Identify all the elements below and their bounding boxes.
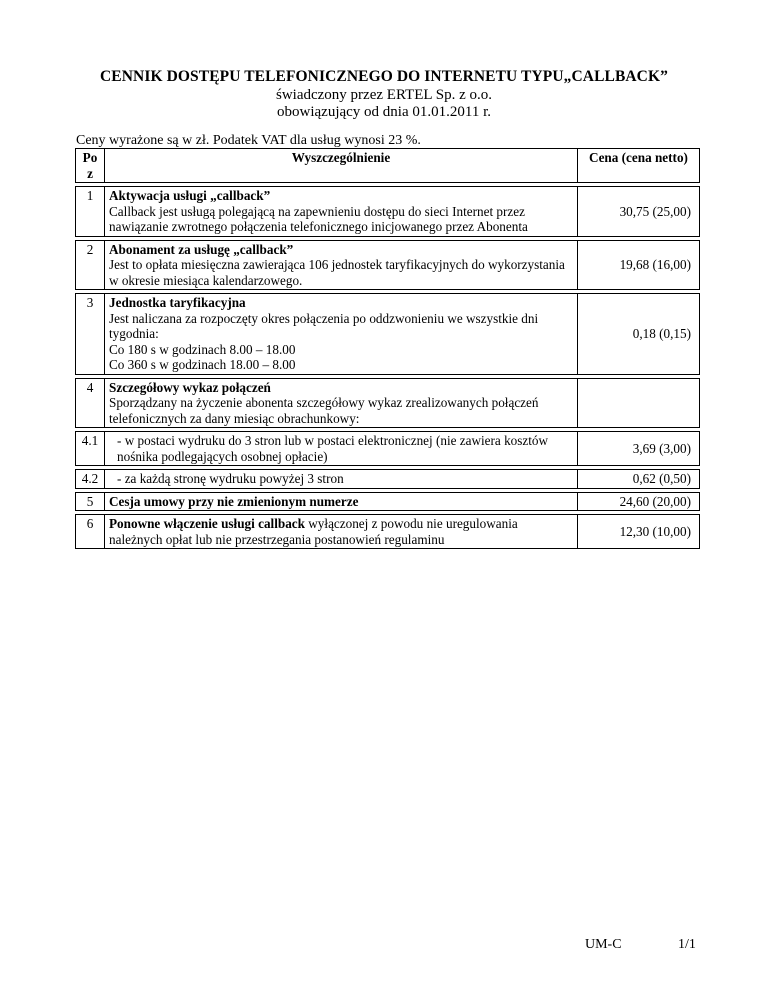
row-title: Cesja umowy przy nie zmienionym numerze [105,492,578,511]
header-lp-line2: z [87,165,93,181]
table-header-row [76,149,700,183]
table-row [76,515,700,549]
row-price: 24,60 (20,00) [578,492,700,511]
header-lp [76,149,105,183]
row-price: 19,68 (16,00) [578,240,700,290]
row-description: - w postaci wydruku do 3 stron lub w postaci elektronicznej (nie zawiera kosztów nośnika podlegających osobnej opłacie) [105,432,578,466]
table-row [76,187,700,237]
row-number: 2 [76,240,105,290]
row-number: 4 [76,378,105,428]
row-number: 4.1 [76,432,105,466]
row-description [105,240,578,290]
row-price [578,378,700,428]
row-text-line2: Co 180 s w godzinach 8.00 – 18.00 [109,341,296,357]
row-number: 5 [76,492,105,511]
row-text: Jest naliczana za rozpoczęty okres połączenia po oddzwonieniu we wszystkie dni tygodnia: [109,310,539,341]
table-row [76,294,700,375]
row-title: Aktywacja usługi „callback” [109,188,271,203]
row-text: Callback jest usługą polegającą na zapewnieniu dostępu do sieci Internet przez nawiązanie zwrotnego połączenia telefonicznego inicjowanego przez Abonenta [109,203,528,234]
row-title: Jednostka taryfikacyjna [109,295,246,310]
row-price: 3,69 (3,00) [578,432,700,466]
row-description [105,294,578,375]
vat-note: Ceny wyrażone są w zł. Podatek VAT dla usług wynosi 23 %. [76,133,421,148]
price-table [75,148,700,549]
table-row [76,432,700,466]
header-lp-line1: Po [82,150,98,165]
row-description [105,187,578,237]
row-text: Sporządzany na życzenie abonenta szczegółowy wykaz zrealizowanych połączeń telefonicznych za dany miesiąc obrachunkowy: [109,395,539,426]
row-price: 30,75 (25,00) [578,187,700,237]
row-description [105,515,578,549]
row-number: 3 [76,294,105,375]
table-row [76,492,700,511]
document-subtitle-provider: świadczony przez ERTEL Sp. z o.o. [276,87,492,103]
table-row [76,378,700,428]
table-row [76,470,700,489]
row-number: 4.2 [76,470,105,489]
row-number: 6 [76,515,105,549]
row-description [105,378,578,428]
row-title: Abonament za usługę „callback” [109,241,294,257]
header-price: Cena (cena netto) [578,149,700,183]
row-text: wyłączonej z powodu nie uregulowania należnych opłat lub nie przestrzegania postanowień regulaminu [109,516,518,547]
document-title: CENNIK DOSTĘPU TELEFONICZNEGO DO INTERNETU TYPU„CALLBACK” [100,68,668,85]
row-price: 0,18 (0,15) [578,294,700,375]
document-subtitle-date: obowiązujący od dnia 01.01.2011 r. [277,104,491,120]
header-description: Wyszczególnienie [105,149,578,183]
table-row [76,240,700,290]
row-price: 12,30 (10,00) [578,515,700,549]
row-title: Szczegółowy wykaz połączeń [109,379,271,395]
row-text: Jest to opłata miesięczna zawierająca 106 jednostek taryfikacyjnych do wykorzystania w okresie miesiąca kalendarzowego. [109,257,565,288]
row-text-line3: Co 360 s w godzinach 18.00 – 8.00 [109,357,296,372]
row-description: - za każdą stronę wydruku powyżej 3 stron [105,470,578,489]
footer-page-number: 1/1 [678,937,696,952]
footer-document-code: UM-C [585,937,622,952]
row-price: 0,62 (0,50) [578,470,700,489]
row-title: Ponowne włączenie usługi callback [109,516,305,531]
row-number: 1 [76,187,105,237]
